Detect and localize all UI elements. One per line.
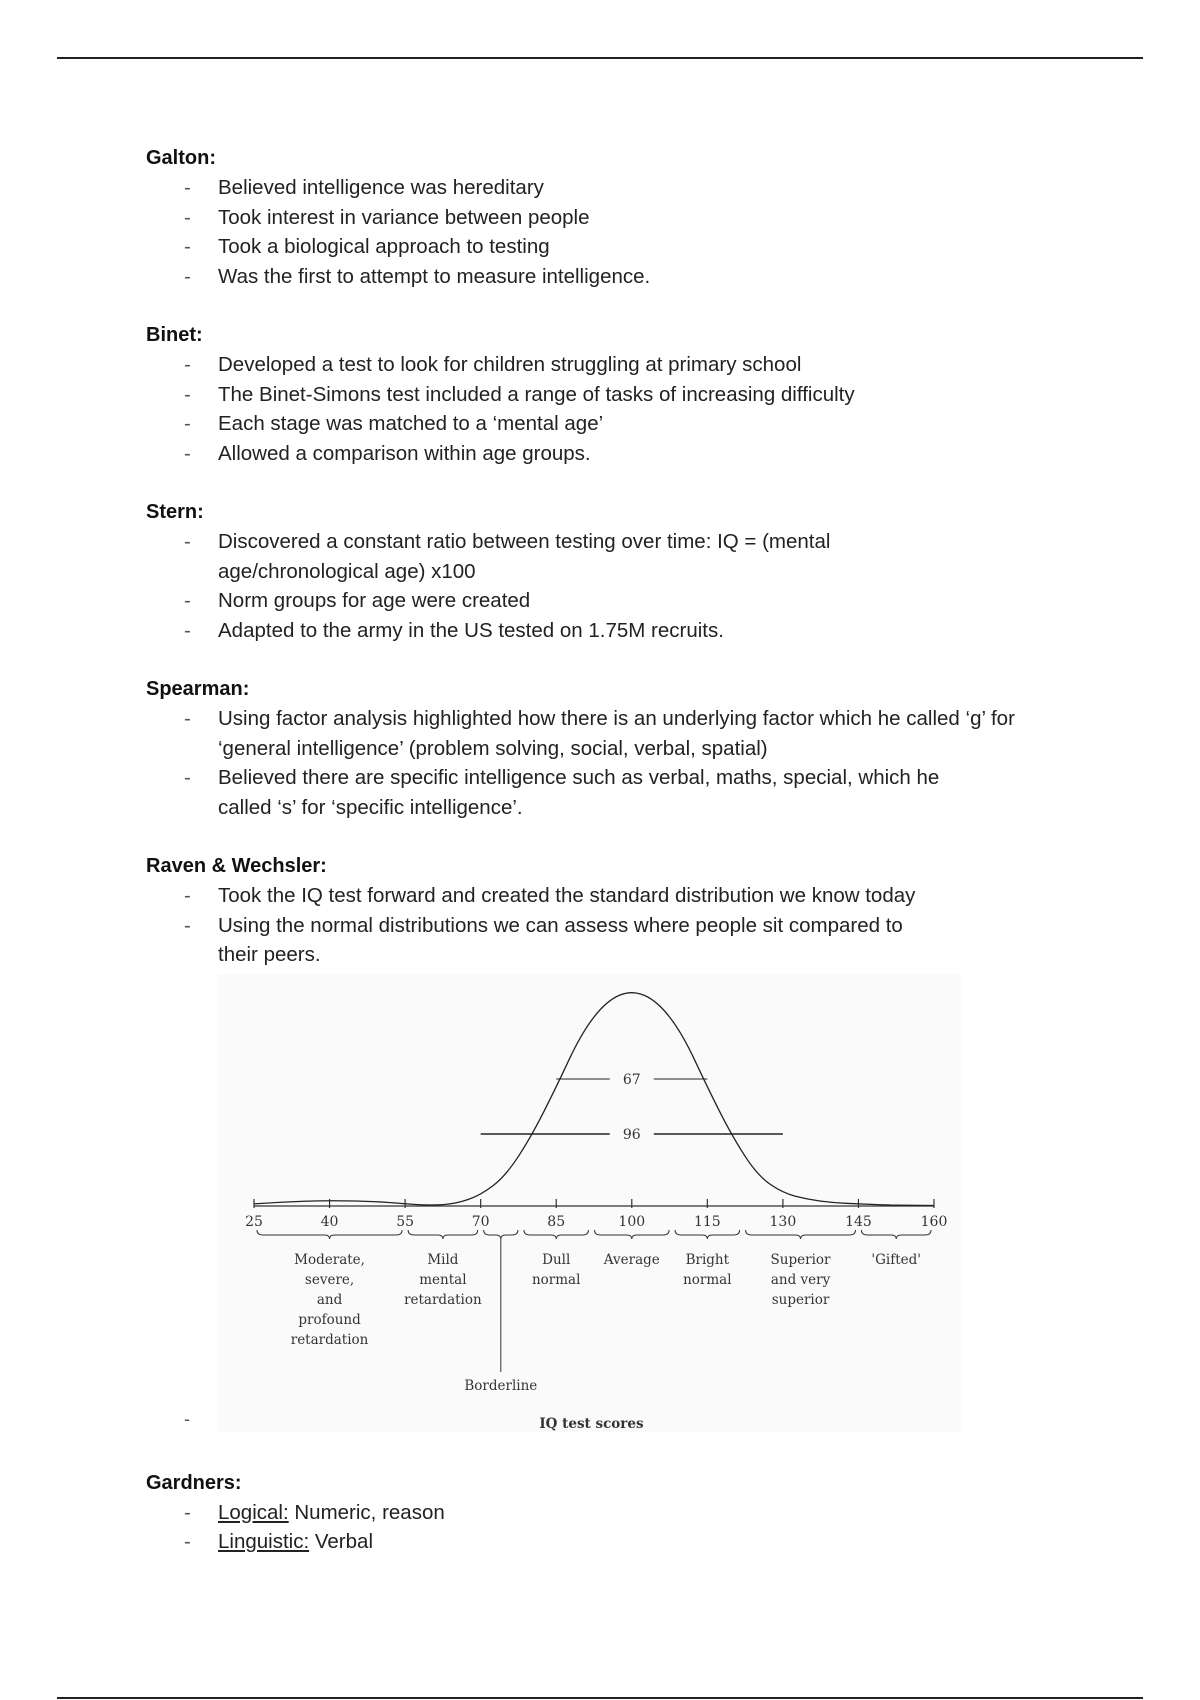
category-brace	[861, 1230, 931, 1239]
distribution-curve	[254, 992, 934, 1205]
category-label: 'Gifted'	[871, 1251, 922, 1268]
x-tick-label: 145	[845, 1213, 872, 1230]
x-tick-label: 100	[618, 1213, 646, 1230]
bullet-item: - Discovered a constant ratio between testing over time: IQ = (mental age/chronological age) x100	[146, 527, 1066, 586]
section-raven-wechsler	[146, 851, 1066, 1432]
section-heading: Raven & Wechsler:	[146, 855, 327, 877]
bullet-item: - Using factor analysis highlighted how there is an underlying factor which he called ‘g’ for ‘general intelligence’ (problem solving, social, verbal, spatial)	[146, 704, 1066, 763]
x-tick-label: 25	[245, 1213, 263, 1230]
iq-distribution-figure	[218, 974, 961, 1432]
bullet-item	[146, 1527, 1066, 1557]
bullet-list	[146, 173, 1066, 291]
section-galton	[146, 143, 1066, 291]
bullet-item: - Took a biological approach to testing	[146, 232, 1066, 262]
category-brace	[408, 1230, 478, 1239]
top-rule	[57, 57, 1143, 59]
category-brace	[257, 1230, 402, 1239]
bullet-item: - Took interest in variance between people	[146, 203, 1066, 233]
category-label: Average	[603, 1251, 660, 1268]
bullet-item: - The Binet-Simons test included a range of tasks of increasing difficulty	[146, 380, 1066, 410]
category-label: Dull normal	[531, 1251, 581, 1288]
bullet-list	[146, 350, 1066, 468]
notes-content	[146, 143, 1066, 1586]
bullet-list	[146, 527, 1066, 645]
section-heading: Binet:	[146, 324, 203, 346]
bullet-item: - Believed intelligence was hereditary	[146, 173, 1066, 203]
bullet-list	[146, 704, 1066, 822]
section-heading: Galton:	[146, 147, 216, 169]
category-brace	[675, 1230, 740, 1239]
section-binet	[146, 320, 1066, 468]
section-stern	[146, 497, 1066, 645]
section-heading: Spearman:	[146, 678, 250, 700]
interval-percent-label: 96	[622, 1126, 641, 1143]
category-brace	[746, 1230, 856, 1239]
x-tick-label: 55	[396, 1213, 415, 1230]
category-brace	[594, 1230, 669, 1239]
bullet-item: - Took the IQ test forward and created the standard distribution we know today	[146, 881, 1066, 911]
bullet-item: - Allowed a comparison within age groups.	[146, 439, 1066, 469]
category-label: Mild mental retardation	[404, 1251, 482, 1308]
iq-distribution-chart	[218, 974, 961, 1432]
bullet-item	[146, 1498, 1066, 1528]
category-label: Bright normal	[683, 1251, 732, 1288]
category-label: Superior and very superior	[770, 1251, 831, 1308]
section-gardners	[146, 1468, 1066, 1557]
bullet-list	[146, 1498, 1066, 1557]
term-label: Logical:	[218, 1500, 289, 1524]
x-tick-label: 70	[471, 1213, 490, 1230]
bullet-item: - Each stage was matched to a ‘mental age’	[146, 409, 1066, 439]
bullet-item: - Norm groups for age were created	[146, 586, 1066, 616]
bullet-item: - Developed a test to look for children struggling at primary school	[146, 350, 1066, 380]
term-description: Numeric, reason	[288, 1500, 445, 1524]
category-brace	[524, 1230, 589, 1239]
section-heading: Stern:	[146, 501, 204, 523]
x-tick-label: 160	[920, 1213, 948, 1230]
x-axis-title: IQ test scores	[539, 1415, 644, 1432]
section-spearman	[146, 674, 1066, 822]
category-label: Moderate, severe, and profound retardation	[290, 1251, 369, 1348]
figure-bullet	[146, 974, 1066, 1432]
x-tick-label: 85	[547, 1213, 566, 1230]
bottom-rule	[57, 1697, 1143, 1699]
category-brace	[484, 1230, 518, 1239]
x-tick-label: 40	[320, 1213, 339, 1230]
bullet-item: - Was the first to attempt to measure intelligence.	[146, 262, 1066, 292]
bullet-list	[146, 881, 1066, 970]
term-description: Verbal	[309, 1530, 373, 1553]
bullet-dash: -	[184, 1408, 190, 1429]
term-label: Linguistic:	[218, 1530, 310, 1553]
section-heading: Gardners:	[146, 1471, 242, 1494]
bullet-item: - Adapted to the army in the US tested on 1.75M recruits.	[146, 616, 1066, 646]
x-tick-label: 115	[693, 1213, 721, 1230]
interval-percent-label: 67	[622, 1071, 641, 1088]
category-label: Borderline	[464, 1377, 538, 1394]
x-tick-label: 130	[769, 1213, 797, 1230]
bullet-item: - Believed there are specific intelligence such as verbal, maths, special, which he called ‘s’ for ‘specific intelligence’.	[146, 763, 1066, 822]
bullet-item: - Using the normal distributions we can assess where people sit compared to their peers.	[146, 911, 1066, 970]
